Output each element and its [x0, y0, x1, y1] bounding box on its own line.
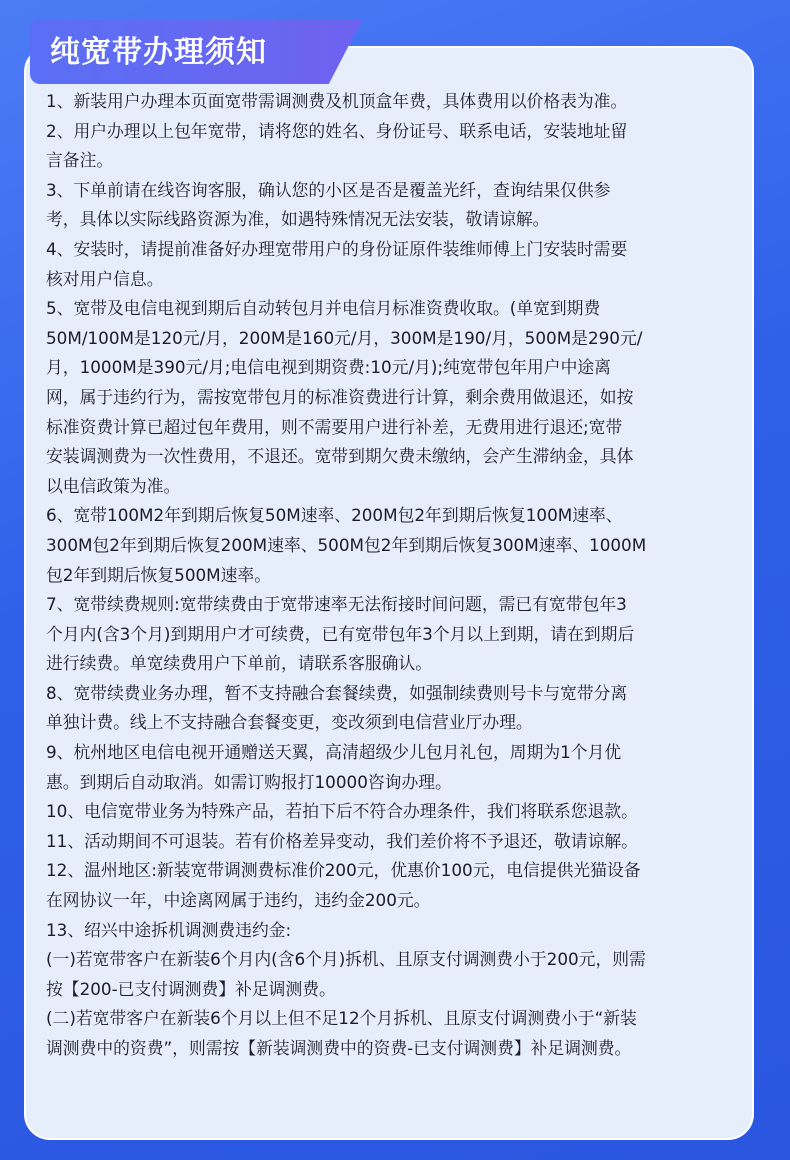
notice-line: 50M/100M是120元/月，200M是160元/月，300M是190/月，500M是290元/	[46, 327, 643, 348]
notice-line: 7、宽带续费规则:宽带续费由于宽带速率无法衔接时间问题，需已有宽带包年3	[46, 594, 627, 615]
notice-line: 考，具体以实际线路资源为准，如遇特殊情况无法安装，敬请谅解。	[46, 209, 550, 230]
notice-line: 单独计费。线上不支持融合套餐变更，变改须到电信营业厅办理。	[46, 712, 533, 733]
notice-line: 13、绍兴中途拆机调测费违约金:	[46, 919, 292, 940]
notice-line: 11、活动期间不可退装。若有价格差异变动，我们差价将不予退还，敬请谅解。	[46, 830, 638, 851]
notice-line: 安装调测费为一次性费用，不退还。宽带到期欠费未缴纳，会产生滞纳金，具体	[46, 446, 634, 467]
notice-line: 惠。到期后自动取消。如需订购报打10000咨询办理。	[46, 771, 452, 792]
notice-line: 9、杭州地区电信电视开通赠送天翼，高清超级少儿包月礼包，周期为1个月优	[46, 742, 622, 763]
notice-line: 300M包2年到期后恢复200M速率、500M包2年到期后恢复300M速率、1000M	[46, 534, 647, 555]
notice-line: 5、宽带及电信电视到期后自动转包月并电信月标准资费收取。(单宽到期费	[46, 298, 601, 319]
notice-line: (二)若宽带客户在新装6个月以上但不足12个月拆机、且原支付调测费小于“新装	[46, 1008, 637, 1029]
notice-line: 言备注。	[46, 150, 114, 171]
notice-line: 以电信政策为准。	[46, 475, 181, 496]
page-title: 纯宽带办理须知	[50, 35, 267, 70]
notice-line: 调测费中的资费”，则需按【新装调测费中的资费-已支付调测费】补足调测费。	[46, 1038, 632, 1058]
notice-content	[46, 87, 756, 1064]
notice-line: (一)若宽带客户在新装6个月内(含6个月)拆机、且原支付调测费小于200元，则需	[46, 949, 646, 970]
notice-line: 2、用户办理以上包年宽带，请将您的姓名、身份证号、联系电话，安装地址留	[46, 120, 628, 141]
notice-line: 3、下单前请在线咨询客服，确认您的小区是否是覆盖光纤，查询结果仅供参	[46, 179, 611, 200]
notice-line: 网，属于违约行为，需按宽带包月的标准资费进行计算，剩余费用做退还，如按	[46, 386, 634, 407]
notice-line: 12、温州地区:新装宽带调测费标准价200元，优惠价100元，电信提供光猫设备	[46, 860, 641, 881]
notice-line: 10、电信宽带业务为特殊产品，若拍下后不符合办理条件，我们将联系您退款。	[46, 801, 638, 822]
notice-line: 4、安装时，请提前准备好办理宽带用户的身份证原件装维师傅上门安装时需要	[46, 238, 628, 259]
notice-line: 进行续费。单宽续费用户下单前，请联系客服确认。	[46, 653, 432, 674]
notice-line: 标准资费计算已超过包年费用，则不需要用户进行补差，无费用进行退还;宽带	[46, 416, 623, 437]
notice-line: 包2年到期后恢复500M速率。	[46, 564, 271, 585]
notice-line: 月，1000M是390元/月;电信电视到期资费:10元/月);纯宽带包年用户中途离	[46, 357, 611, 378]
notice-line: 个月内(含3个月)到期用户才可续费，已有宽带包年3个月以上到期，请在到期后	[46, 623, 635, 644]
notice-line: 在网协议一年，中途离网属于违约，违约金200元。	[46, 890, 431, 911]
notice-line: 1、新装用户办理本页面宽带需调测费及机顶盒年费，具体费用以价格表为准。	[46, 91, 628, 111]
notice-line: 核对用户信息。	[46, 268, 164, 289]
notice-line: 按【200-已支付调测费】补足调测费。	[46, 978, 336, 999]
notice-line: 6、宽带100M2年到期后恢复50M速率、200M包2年到期后恢复100M速率、	[46, 505, 623, 526]
notice-line: 8、宽带续费业务办理，暂不支持融合套餐续费，如强制续费则号卡与宽带分离	[46, 682, 628, 703]
